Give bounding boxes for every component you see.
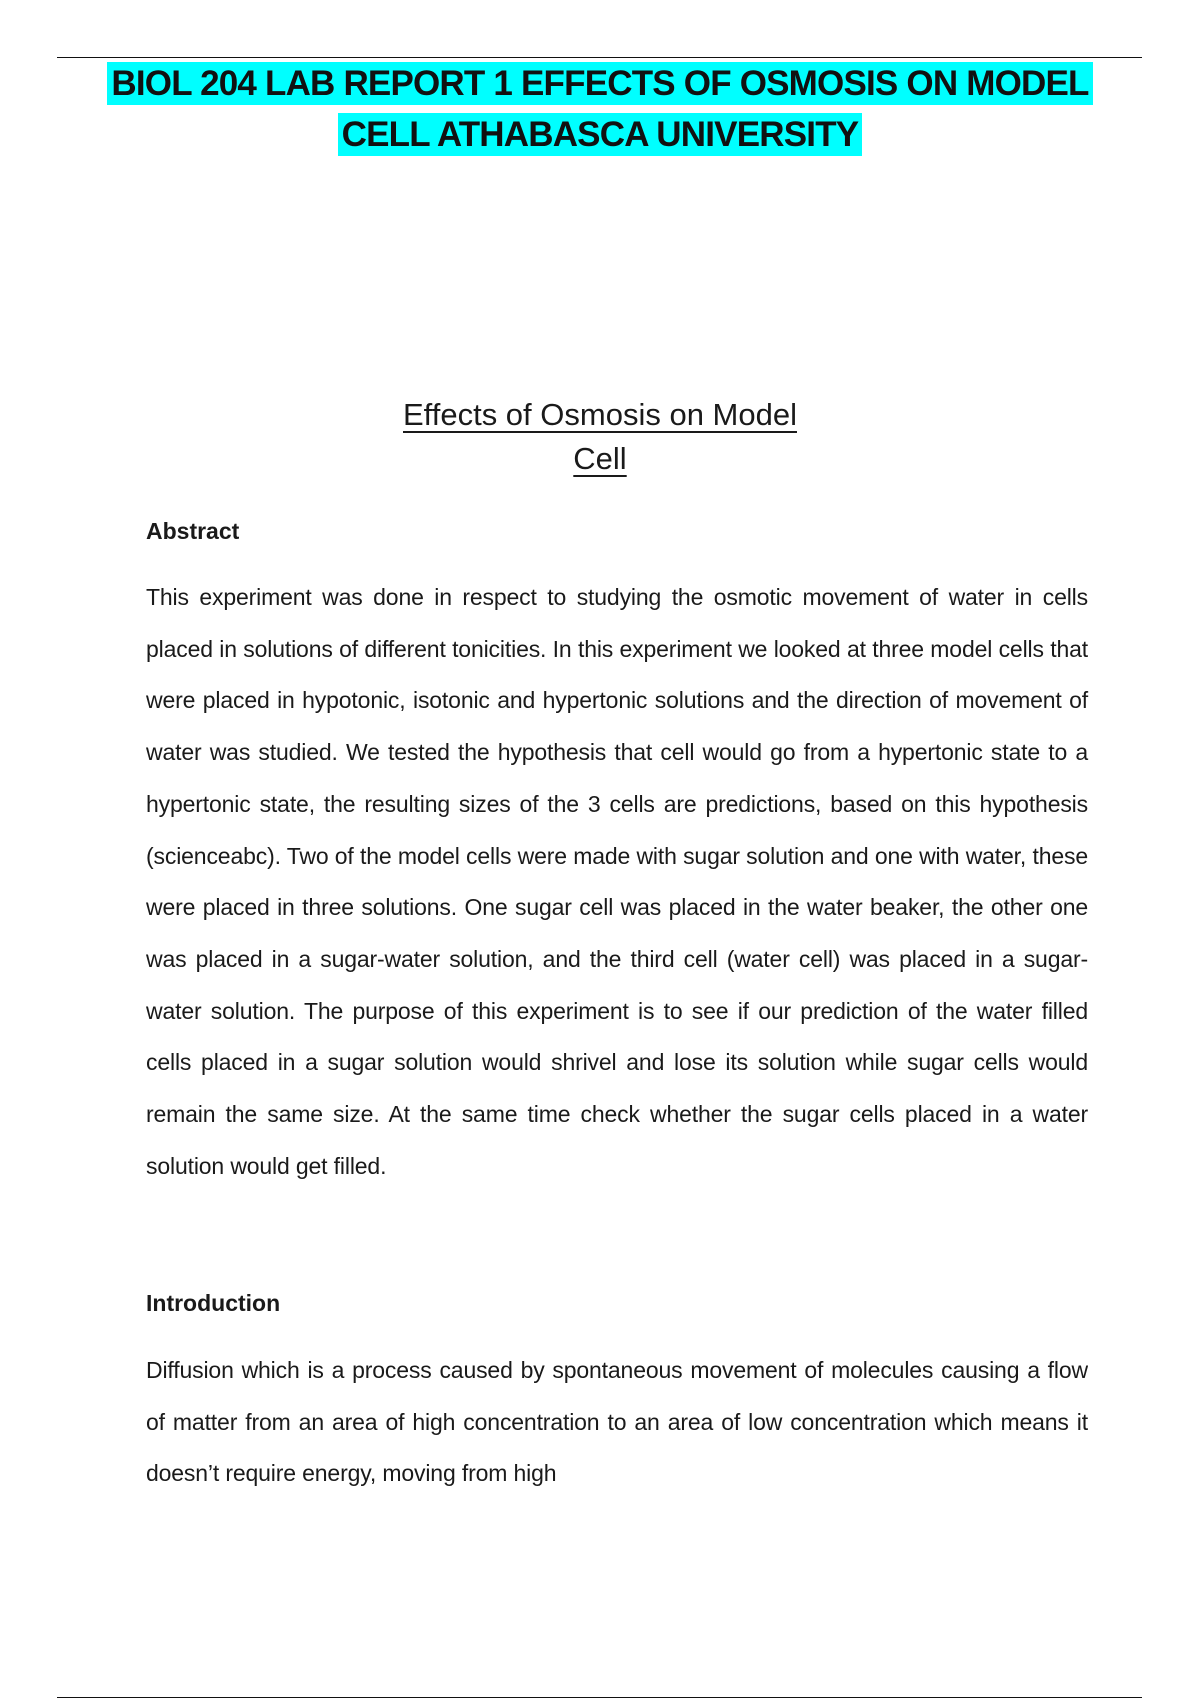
abstract-heading: Abstract: [146, 518, 240, 544]
introduction-heading: Introduction: [146, 1290, 281, 1316]
bottom-rule: [57, 1697, 1142, 1698]
header-line-1: BIOL 204 LAB REPORT 1 EFFECTS OF OSMOSIS ON MODEL: [107, 62, 1092, 105]
header-line-2: CELL ATHABASCA UNIVERSITY: [338, 113, 863, 156]
introduction-paragraph: Diffusion which is a process caused by spontaneous movement of molecules causing a flow of matter from an area of high concentration to an area of low concentration which means it doesn’t require energy, moving from high: [146, 1357, 1088, 1487]
report-title-line-2: Cell: [573, 441, 627, 476]
document-header: [60, 58, 1140, 160]
report-title-line-1: Effects of Osmosis on Model: [403, 397, 797, 432]
report-title: [360, 393, 840, 481]
abstract-paragraph: This experiment was done in respect to studying the osmotic movement of water in cells placed in solutions of different tonicities. In this experiment we looked at three model cells that were placed in hypotonic, isotonic and hypertonic solutions and the direction of movement of water was studied. We tested the hypothesis that cell would go from a hypertonic state to a hypertonic state, the resulting sizes of the 3 cells are predictions, based on this hypothesis (scienceabc). Two of the model cells were made with sugar solution and one with water, these were placed in three solutions. One sugar cell was placed in the water beaker, the other one was placed in a sugar-water solution, and the third cell (water cell) was placed in a sugar-water solution. The purpose of this experiment is to see if our prediction of the water filled cells placed in a sugar solution would shrivel and lose its solution while sugar cells would remain the same size. At the same time check whether the sugar cells placed in a water solution would get filled.: [146, 584, 1088, 1179]
